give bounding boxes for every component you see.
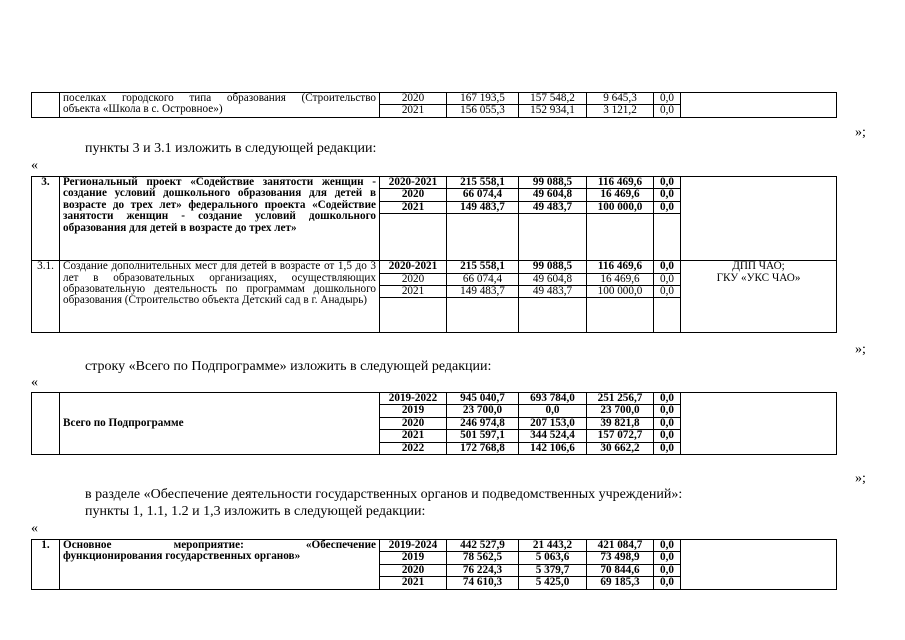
closing-quote: »; [855,471,866,486]
regional-cell: 30 662,2 [587,442,654,454]
year-cell: 2020 [380,93,447,105]
year-cell: 2021 [380,286,447,298]
regional-cell: 421 084,7 [587,540,654,552]
desc-line: Основное мероприятие: «Обеспечение [63,539,376,551]
federal-cell: 0,0 [519,405,587,417]
total-cell: 76 224,3 [447,564,519,576]
instruction-paragraph: пункты 1, 1.1, 1.2 и 1,3 изложить в следующей редакции: [85,504,426,519]
regional-cell: 39 821,8 [587,417,654,429]
other-cell: 0,0 [654,189,681,201]
opening-quote: « [31,375,38,390]
row-description: Региональный проект «Содействие занятости женщин - создание условий дошкольного образования для детей в возрасте до трех лет» федерального проекта «Содействие занятости женщин - создание условий дошкольного образования для детей в возрасте до трех лет» [60,177,380,261]
total-cell: 215 558,1 [447,261,519,273]
executor-cell [681,177,837,261]
total-cell: 149 483,7 [447,201,519,213]
total-cell: 23 700,0 [447,405,519,417]
regional-cell: 116 469,6 [587,177,654,189]
total-cell: 501 597,1 [447,430,519,442]
empty-cell [519,298,587,333]
regional-cell: 70 844,6 [587,564,654,576]
year-cell: 2020 [380,417,447,429]
year-cell: 2020 [380,564,447,576]
total-cell: 172 768,8 [447,442,519,454]
federal-cell: 142 106,6 [519,442,587,454]
other-cell: 0,0 [654,442,681,454]
year-cell: 2021 [380,201,447,213]
row-description: Создание дополнительных мест для детей в возрасте от 1,5 до 3 лет в образовательных организациях, осуществляющих образовательную деятельность по программам дошкольного образования (Строительство объекта Детский сад в г. Анадырь) [60,261,380,333]
year-cell: 2019-2024 [380,540,447,552]
total-cell: 442 527,9 [447,540,519,552]
regional-cell: 16 469,6 [587,189,654,201]
desc-line: объекта «Школа в с. Островное») [63,103,223,116]
total-cell: 167 193,5 [447,93,519,105]
row-number: 1. [32,540,60,590]
row-number-cell [32,393,60,455]
empty-cell [447,214,519,261]
regional-cell: 251 256,7 [587,393,654,405]
desc-line: поселках городского типа образования (Строительство [63,92,376,104]
federal-cell: 99 088,5 [519,261,587,273]
year-cell: 2021 [380,105,447,117]
row-number: 3.1. [32,261,60,333]
executor-cell [681,93,837,118]
empty-cell [519,214,587,261]
total-cell: 149 483,7 [447,286,519,298]
table-continuation [31,92,837,118]
federal-cell: 49 604,8 [519,189,587,201]
year-cell: 2020-2021 [380,261,447,273]
empty-cell [654,214,681,261]
executor-cell [681,393,837,455]
federal-cell: 5 425,0 [519,577,587,589]
regional-cell: 23 700,0 [587,405,654,417]
federal-cell: 5 063,6 [519,552,587,564]
table-row [32,93,837,105]
other-cell: 0,0 [654,417,681,429]
table-items-3 [31,176,837,333]
empty-cell [380,214,447,261]
regional-cell: 16 469,6 [587,273,654,285]
total-cell: 215 558,1 [447,177,519,189]
table-items-1 [31,539,837,590]
regional-cell: 100 000,0 [587,286,654,298]
year-cell: 2020 [380,189,447,201]
other-cell: 0,0 [654,286,681,298]
federal-cell: 5 379,7 [519,564,587,576]
federal-cell: 49 483,7 [519,201,587,213]
other-cell: 0,0 [654,577,681,589]
total-cell: 246 974,8 [447,417,519,429]
table-row [32,261,837,273]
year-cell: 2021 [380,577,447,589]
federal-cell: 693 784,0 [519,393,587,405]
federal-cell: 49 604,8 [519,273,587,285]
other-cell: 0,0 [654,540,681,552]
executor-cell [681,261,837,333]
regional-cell: 100 000,0 [587,201,654,213]
other-cell: 0,0 [654,93,681,105]
row-number-cell [32,93,60,118]
total-cell: 156 055,3 [447,105,519,117]
regional-cell: 116 469,6 [587,261,654,273]
total-cell: 74 610,3 [447,577,519,589]
empty-cell [587,214,654,261]
executor-line: ГКУ «УКС ЧАО» [716,271,801,284]
regional-cell: 73 498,9 [587,552,654,564]
other-cell: 0,0 [654,430,681,442]
federal-cell: 152 934,1 [519,105,587,117]
instruction-paragraph: в разделе «Обеспечение деятельности государственных органов и подведомственных учреждений»: [85,487,683,502]
federal-cell: 49 483,7 [519,286,587,298]
instruction-paragraph: пункты 3 и 3.1 изложить в следующей редакции: [85,141,377,156]
closing-quote: »; [855,342,866,357]
empty-cell [587,298,654,333]
other-cell: 0,0 [654,273,681,285]
federal-cell: 157 548,2 [519,93,587,105]
row-description [60,540,380,590]
regional-cell: 9 645,3 [587,93,654,105]
table-row [32,177,837,189]
total-cell: 78 562,5 [447,552,519,564]
year-cell: 2020 [380,273,447,285]
year-cell: 2021 [380,430,447,442]
other-cell: 0,0 [654,405,681,417]
year-cell: 2019 [380,405,447,417]
federal-cell: 207 153,0 [519,417,587,429]
other-cell: 0,0 [654,552,681,564]
row-description [60,93,380,118]
opening-quote: « [31,521,38,536]
other-cell: 0,0 [654,105,681,117]
desc-line: функционирования государственных органов» [63,550,301,563]
year-cell: 2019 [380,552,447,564]
table-subprogram-total [31,392,837,455]
year-cell: 2020-2021 [380,177,447,189]
executor-line: ДПП ЧАО; [732,260,785,273]
regional-cell: 157 072,7 [587,430,654,442]
other-cell: 0,0 [654,564,681,576]
table-row [32,393,837,405]
opening-quote: « [31,158,38,173]
closing-quote: »; [855,125,866,140]
other-cell: 0,0 [654,201,681,213]
executor-cell [681,540,837,590]
other-cell: 0,0 [654,261,681,273]
table-row [32,540,837,552]
federal-cell: 21 443,2 [519,540,587,552]
instruction-paragraph: строку «Всего по Подпрограмме» изложить в следующей редакции: [85,359,492,374]
total-cell: 66 074,4 [447,189,519,201]
year-cell: 2019-2022 [380,393,447,405]
regional-cell: 3 121,2 [587,105,654,117]
empty-cell [380,298,447,333]
year-cell: 2022 [380,442,447,454]
regional-cell: 69 185,3 [587,577,654,589]
other-cell: 0,0 [654,393,681,405]
federal-cell: 99 088,5 [519,177,587,189]
total-label: Всего по Подпрограмме [60,393,380,455]
total-cell: 945 040,7 [447,393,519,405]
other-cell: 0,0 [654,177,681,189]
total-cell: 66 074,4 [447,273,519,285]
empty-cell [654,298,681,333]
federal-cell: 344 524,4 [519,430,587,442]
row-number: 3. [32,177,60,261]
empty-cell [447,298,519,333]
